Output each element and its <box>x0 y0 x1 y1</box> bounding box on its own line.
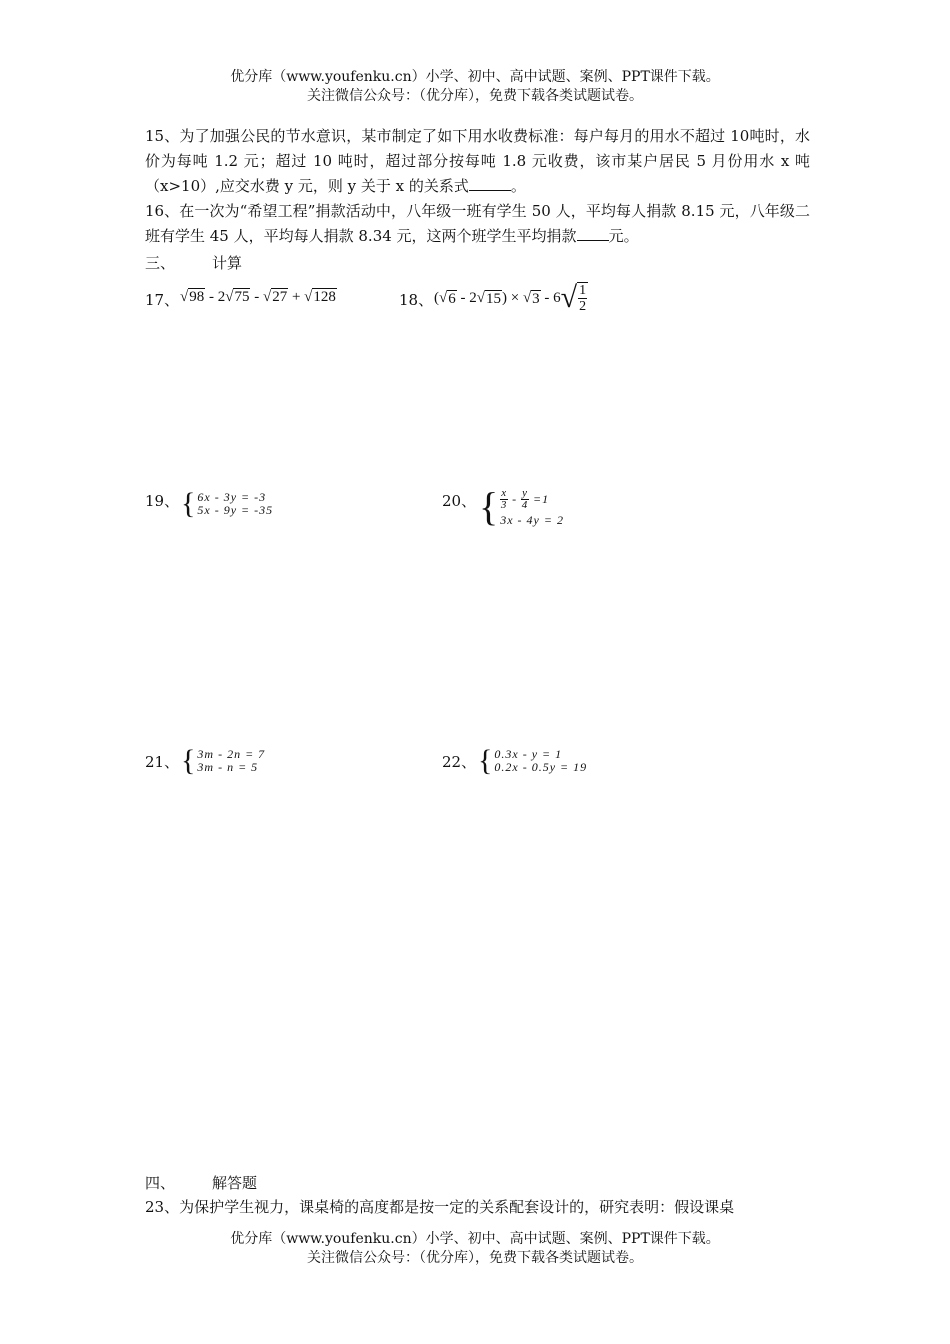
numerator: 1 <box>579 283 587 298</box>
question-19-system <box>181 489 273 519</box>
question-20-system <box>479 485 564 529</box>
question-17-label: 17、 <box>145 291 180 309</box>
question-18-expression <box>434 281 588 315</box>
equation-1 <box>500 488 564 511</box>
operator: + <box>288 289 305 305</box>
operator: - 2 <box>205 289 226 305</box>
brace-icon: { <box>181 487 196 520</box>
page-header <box>0 68 950 106</box>
radical-icon: √ <box>522 289 532 306</box>
question-17-expression <box>180 288 337 306</box>
operator: ) × <box>501 289 523 306</box>
radicand: 98 <box>189 289 205 305</box>
question-22-system <box>478 746 587 776</box>
radical-icon: √ <box>225 289 234 305</box>
radicand: 75 <box>234 289 250 305</box>
question-21-label: 21、 <box>145 753 180 771</box>
radical-icon: √ <box>304 289 313 305</box>
denominator: 2 <box>579 299 587 314</box>
page-footer <box>0 1230 950 1268</box>
radical-icon: √ <box>560 281 578 314</box>
question-15-text: 15、为了加强公民的节水意识，某市制定了如下用水收费标准：每户每月的用水不超过 10吨时，水价为每吨 1.2 元；超过 10 吨时，超过部分按每吨 1.8 元收费，该市某户居民 5 月份用水 x 吨（x>10）,应交水费 y 元，则 y 关于 x 的关系式 <box>145 127 810 195</box>
section-4-title: 解答题 <box>212 1174 258 1192</box>
equation-2: 5x - 9y = -35 <box>197 503 274 517</box>
operator: - 2 <box>456 289 477 306</box>
answer-blank-15[interactable] <box>469 174 511 191</box>
header-line-1: 优分库（www.youfenku.cn）小学、初中、高中试题、案例、PPT课件下载。 <box>230 69 720 85</box>
equation-2: 0.2x - 0.5y = 19 <box>494 760 588 774</box>
question-18-label: 18、 <box>399 291 434 309</box>
section-3-title: 计算 <box>212 254 243 272</box>
denominator: 3 <box>500 498 508 511</box>
question-21-system <box>181 746 265 776</box>
question-16-text: 16、在一次为“希望工程”捐款活动中，八年级一班有学生 50 人，平均每人捐款 8.15 元，八年级二班有学生 45 人，平均每人捐款 8.34 元，这两个班学生平均捐款 <box>145 202 810 245</box>
radicand: 15 <box>485 290 501 307</box>
numerator: x <box>501 486 508 499</box>
operator: - 6 <box>540 289 561 306</box>
brace-icon: { <box>479 484 499 529</box>
operator: =1 <box>528 491 550 506</box>
section-4-number: 四、 <box>145 1174 176 1192</box>
header-line-2: 关注微信公众号：（优分库），免费下载各类试题试卷。 <box>307 88 643 104</box>
footer-line-2: 关注微信公众号：（优分库），免费下载各类试题试卷。 <box>307 1250 643 1266</box>
question-22-label: 22、 <box>442 753 477 771</box>
brace-icon: { <box>478 744 493 777</box>
radicand: 3 <box>532 290 540 307</box>
question-23: 23、为保护学生视力，课桌椅的高度都是按一定的关系配套设计的，研究表明：假设课桌 <box>145 1198 735 1216</box>
radical-icon: √ <box>476 289 485 306</box>
radicand: 128 <box>313 289 336 305</box>
radicand-fraction <box>577 282 588 314</box>
equation-2: 3x - 4y = 2 <box>500 512 564 527</box>
radical-icon: √ <box>180 289 189 305</box>
equation-1: 3m - 2n = 7 <box>197 747 266 761</box>
radical-icon: √ <box>439 289 448 306</box>
paren: ( <box>434 289 439 306</box>
question-16 <box>145 199 810 249</box>
equation-1: 0.3x - y = 1 <box>494 747 563 761</box>
question-15-tail: 。 <box>510 177 526 195</box>
answer-blank-16[interactable] <box>577 224 609 241</box>
question-15 <box>145 124 810 199</box>
question-20-label: 20、 <box>442 492 477 510</box>
equation-2: 3m - n = 5 <box>197 760 259 774</box>
footer-line-1: 优分库（www.youfenku.cn）小学、初中、高中试题、案例、PPT课件下载。 <box>230 1231 720 1247</box>
section-3-number: 三、 <box>145 254 176 272</box>
numerator: y <box>522 486 528 499</box>
brace-icon: { <box>181 744 196 777</box>
radical-icon: √ <box>262 289 272 305</box>
operator: - <box>508 491 522 506</box>
operator: - <box>250 289 263 305</box>
radicand: 27 <box>272 289 288 305</box>
denominator: 4 <box>521 498 529 511</box>
question-16-tail: 元。 <box>608 227 639 245</box>
equation-1: 6x - 3y = -3 <box>197 490 267 504</box>
question-19-label: 19、 <box>145 492 180 510</box>
radicand: 6 <box>448 290 456 307</box>
